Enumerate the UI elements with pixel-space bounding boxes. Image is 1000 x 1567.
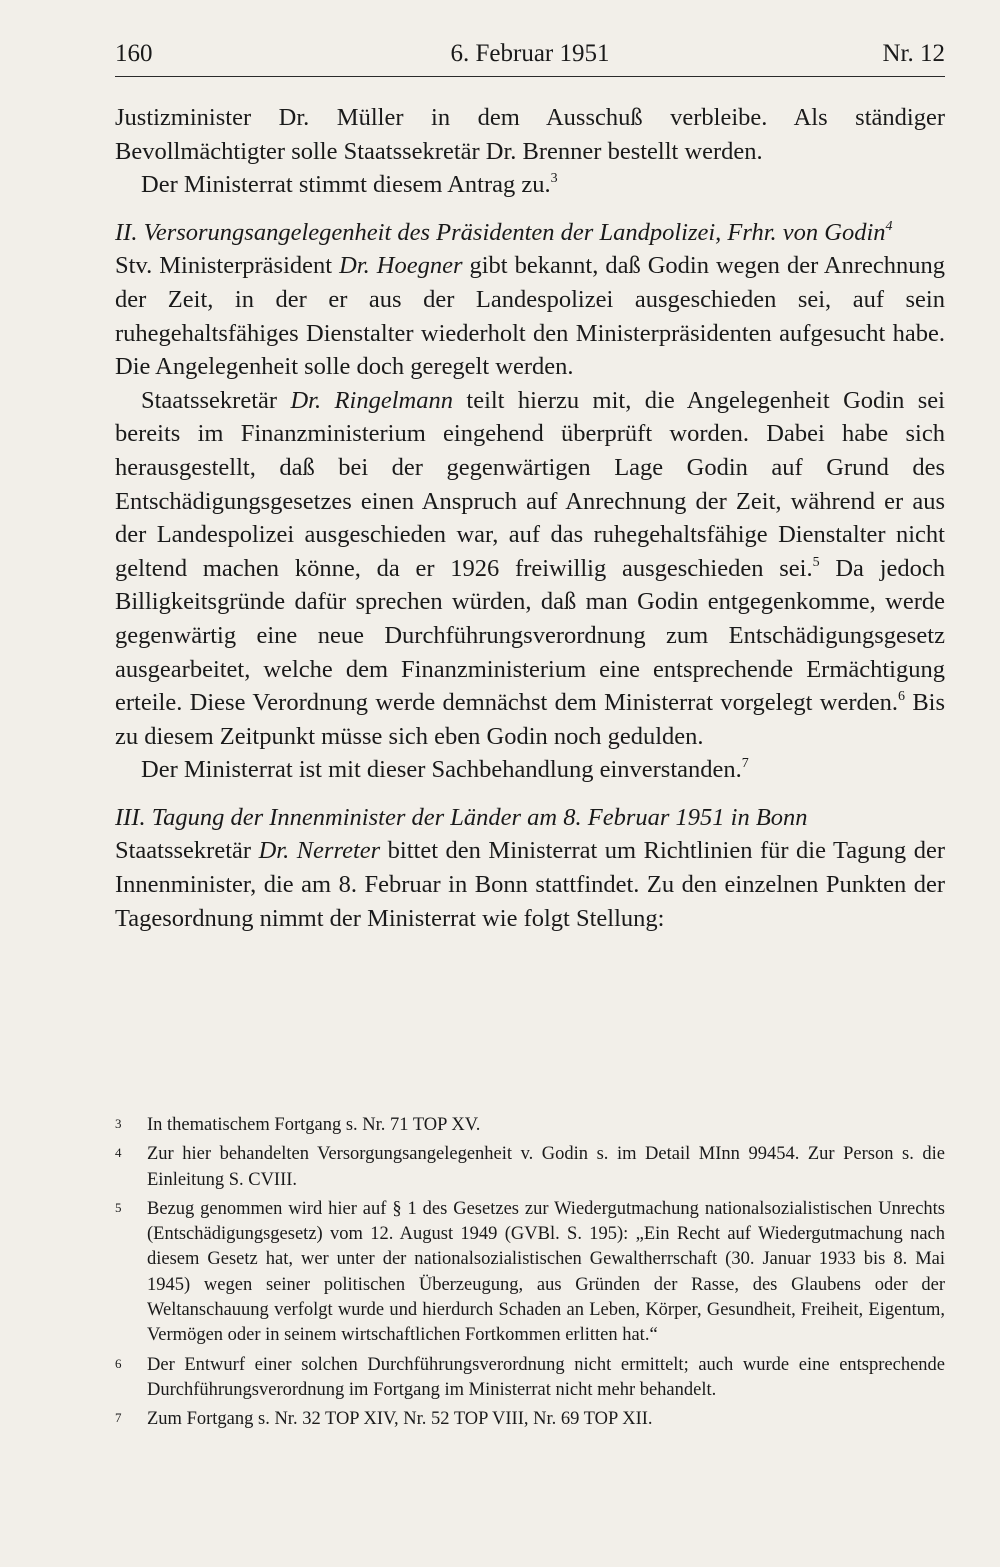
paragraph-4 — [115, 384, 945, 754]
footnote — [115, 1407, 945, 1432]
footnote-ref-5[interactable]: 5 — [812, 554, 820, 570]
paragraph-1 — [115, 101, 945, 168]
paragraph-4-text: teilt hierzu mit, die Angelegenheit Godin sei bereits im Finanzministerium eingehend überprüft worden. Dabei habe sich herausgestellt, daß bei der gegenwärtigen Lage Godin auf Grund des Entschädigungsgesetzes einen Anspruch auf Anrechnung der Zeit, während er aus der Landespolizei ausgeschieden war, auf das ruhegehaltsfähige Dienstalter nicht geltend machen könne, da er 1926 freiwillig ausgeschieden sei. — [115, 386, 945, 582]
footnote-ref-7[interactable]: 7 — [741, 756, 749, 772]
footnote-ref-4[interactable]: 4 — [885, 218, 893, 234]
paragraph-5 — [115, 753, 945, 787]
footnote-number: 7 — [115, 1410, 122, 1426]
footnote — [115, 1113, 945, 1138]
issue-number: Nr. 12 — [882, 40, 945, 67]
section-heading-2 — [115, 216, 945, 250]
footnote-text: Bezug genommen wird hier auf § 1 des Gesetzes zur Wiedergutmachung nationalsozialistischen Unrechts (Entschädigungsgesetz) vom 12. August 1949 (GVBl. S. 195): „Ein Recht auf Wiedergutmachung nach diesem Gesetz hat, wer unter der nationalsozialistischen Gewaltherrschaft (30. Januar 1933 bis 8. Mai 1945) wegen seiner politischen Überzeugung, aus Gründen der Rasse, des Glaubens oder der Weltanschauung verfolgt wurde und hierdurch Schaden an Leben, Körper, Gesundheit, Freiheit, Eigentum, Vermögen oder in seinem wirtschaftlichen Fortkommen erlitten hat.“ — [147, 1198, 945, 1346]
footnote-ref-3[interactable]: 3 — [550, 171, 558, 187]
speaker-name: Dr. Nerreter — [258, 837, 381, 865]
running-header — [115, 40, 945, 77]
paragraph-5-text: Der Ministerrat ist mit dieser Sachbehandlung einverstanden. — [141, 756, 742, 784]
paragraph-3 — [115, 249, 945, 383]
footnote-number: 5 — [115, 1199, 122, 1215]
paragraph-2 — [115, 168, 945, 202]
paragraph-2-text: Der Ministerrat stimmt diesem Antrag zu. — [141, 171, 551, 199]
main-text — [115, 101, 945, 935]
paragraph-3-lead: Stv. Ministerpräsident — [115, 252, 340, 280]
footnote-text: Zum Fortgang s. Nr. 32 TOP XIV, Nr. 52 TOP VIII, Nr. 69 TOP XII. — [147, 1409, 653, 1430]
paragraph-3-text: gibt bekannt, daß Godin wegen der Anrechnung der Zeit, in der er aus der Landespolizei ausgeschieden sei, auf sein ruhegehaltsfähiges Dienstalter wiederholt den Ministerpräsidenten aufgesucht habe. Die Angelegenheit solle doch geregelt werden. — [115, 252, 945, 381]
footnote — [115, 1197, 945, 1349]
footnote — [115, 1142, 945, 1193]
footnotes — [115, 1113, 945, 1437]
paragraph-6-text: bittet den Ministerrat um Richtlinien für die Tagung der Innenminister, die am 8. Februar in Bonn stattfindet. Zu den einzelnen Punkten der Tagesordnung nimmt der Ministerrat wie folgt Stellung: — [115, 837, 945, 932]
paragraph-4-text-end: Bis zu diesem Zeitpunkt müsse sich eben Godin noch gedulden. — [115, 689, 946, 750]
paragraph-4-text-cont: Da jedoch Billigkeitsgründe dafür sprechen würden, daß man Godin entgegenkomme, werde gegenwärtig eine neue Durchführungsverordnung zum Entschädigungsgesetz ausgearbeitet, welche dem Finanzministerium eine entsprechende Ermächtigung erteile. Diese Verordnung werde demnächst dem Ministerrat vorgelegt werden. — [115, 554, 945, 717]
footnote-number: 3 — [115, 1116, 122, 1131]
page-number: 160 — [115, 40, 153, 67]
section-heading-3 — [115, 801, 945, 835]
speaker-name: Dr. Ringelmann — [290, 386, 453, 414]
section-heading-3-text: III. Tagung der Innenminister der Länder am 8. Februar 1951 in Bonn — [115, 803, 808, 831]
footnote-text: In thematischem Fortgang s. Nr. 71 TOP XV. — [147, 1115, 481, 1135]
paragraph-6 — [115, 834, 945, 935]
footnote-ref-6[interactable]: 6 — [897, 689, 905, 705]
header-date: 6. Februar 1951 — [450, 40, 610, 67]
footnote — [115, 1353, 945, 1404]
speaker-name: Dr. Hoegner — [339, 252, 463, 280]
footnote-text: Zur hier behandelten Versorgungsangelegenheit v. Godin s. im Detail MInn 99454. Zur Person s. die Einleitung S. CVIII. — [147, 1144, 945, 1190]
footnote-number: 4 — [115, 1145, 122, 1161]
footnote-number: 6 — [115, 1355, 122, 1371]
section-heading-2-text: II. Versorungsangelegenheit des Präsidenten der Landpolizei, Frhr. von Godin — [115, 218, 886, 246]
paragraph-6-lead: Staatssekretär — [115, 837, 259, 865]
paragraph-1-text: Justizminister Dr. Müller in dem Ausschuß verbleibe. Als ständiger Bevollmächtigter solle Staatssekretär Dr. Brenner bestellt werden. — [115, 104, 945, 165]
paragraph-4-lead: Staatssekretär — [141, 386, 291, 414]
footnote-text: Der Entwurf einer solchen Durchführungsverordnung nicht ermittelt; auch wurde eine entsprechende Durchführungsverordnung im Fortgang im Ministerrat nicht mehr behandelt. — [147, 1354, 945, 1400]
